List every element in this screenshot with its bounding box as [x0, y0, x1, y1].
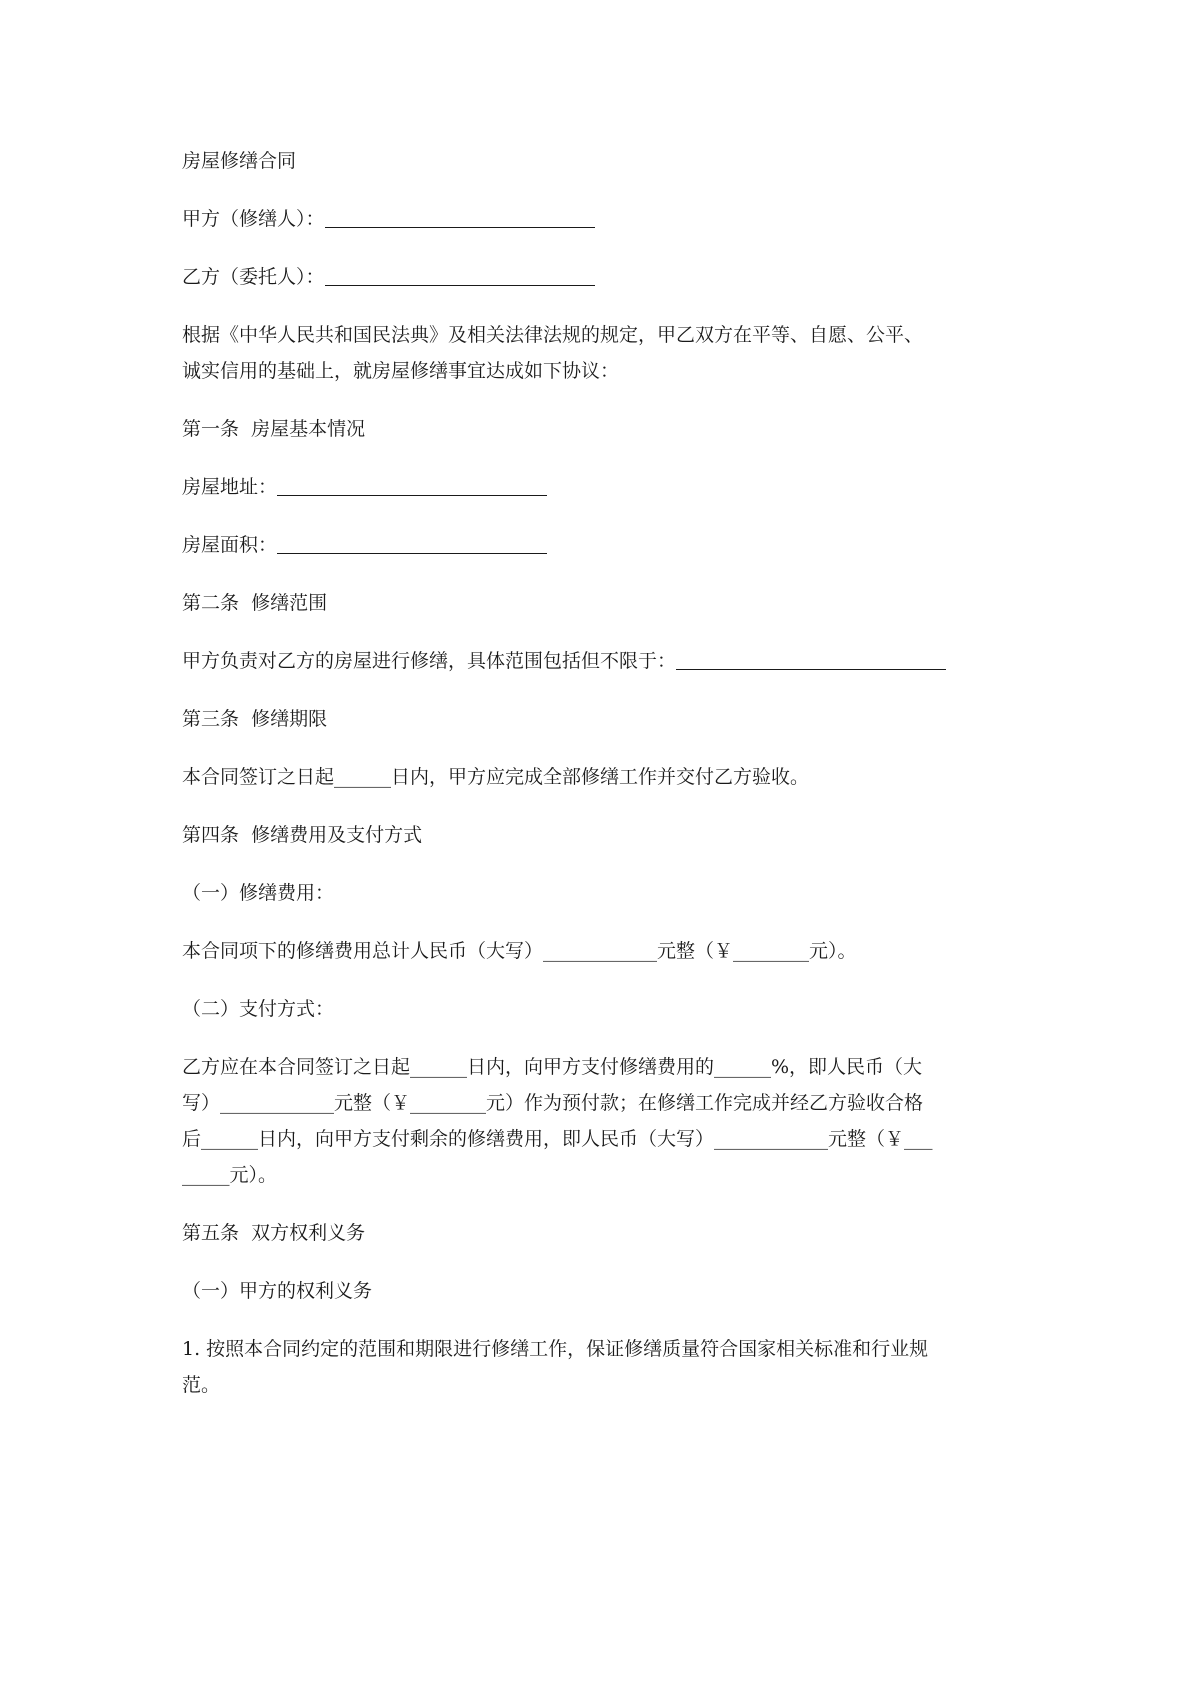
- house-address-blank: [277, 473, 547, 496]
- repair-scope-row: [182, 643, 946, 679]
- house-address-label: 房屋地址：: [182, 476, 278, 498]
- article-1-heading: 第一条 房屋基本情况: [182, 418, 366, 440]
- party-b-label: 乙方（委托人）：: [182, 266, 325, 288]
- article-3-heading: 第三条 修缮期限: [182, 708, 328, 730]
- repair-scope-blank: [676, 647, 946, 670]
- payment-line-3: 后______日内，向甲方支付剩余的修缮费用，即人民币（大写）____________元整（￥___: [182, 1128, 933, 1150]
- repair-scope-text: 甲方负责对乙方的房屋进行修缮，具体范围包括但不限于：: [182, 650, 677, 672]
- house-address-row: [182, 469, 547, 505]
- payment-subheading: （二）支付方式：: [182, 998, 335, 1020]
- house-area-row: [182, 527, 547, 563]
- house-area-blank: [277, 531, 547, 554]
- preamble-line-1: 根据《中华人民共和国民法典》及相关法律法规的规定，甲乙双方在平等、自愿、公平、: [182, 324, 924, 346]
- repair-period-text: 本合同签订之日起______日内，甲方应完成全部修缮工作并交付乙方验收。: [182, 766, 810, 788]
- repair-fee-text: 本合同项下的修缮费用总计人民币（大写）____________元整（￥________元）。: [182, 940, 857, 962]
- repair-fee-subheading: （一）修缮费用：: [182, 882, 335, 904]
- article-5-heading: 第五条 双方权利义务: [182, 1222, 366, 1244]
- duty-item-1-line-1: 1. 按照本合同约定的范围和期限进行修缮工作，保证修缮质量符合国家相关标准和行业规: [182, 1338, 929, 1360]
- party-a-blank: [325, 205, 595, 228]
- party-a-label: 甲方（修缮人）：: [182, 208, 325, 230]
- preamble-line-2: 诚实信用的基础上，就房屋修缮事宜达成如下协议：: [182, 360, 620, 382]
- duty-item-1-line-2: 范。: [182, 1374, 221, 1396]
- article-2-heading: 第二条 修缮范围: [182, 592, 328, 614]
- payment-line-1: 乙方应在本合同签订之日起______日内，向甲方支付修缮费用的______%，即人民币（大: [182, 1056, 923, 1078]
- document-title: 房屋修缮合同: [182, 150, 297, 172]
- house-area-label: 房屋面积：: [182, 534, 278, 556]
- party-a-duties-subheading: （一）甲方的权利义务: [182, 1280, 373, 1302]
- article-4-heading: 第四条 修缮费用及支付方式: [182, 824, 423, 846]
- payment-line-2: 写）____________元整（￥________元）作为预付款；在修缮工作完成并经乙方验收合格: [182, 1092, 924, 1114]
- payment-line-4: _____元）。: [182, 1164, 278, 1186]
- party-b-row: [182, 259, 595, 295]
- party-a-row: [182, 201, 595, 237]
- party-b-blank: [325, 263, 595, 286]
